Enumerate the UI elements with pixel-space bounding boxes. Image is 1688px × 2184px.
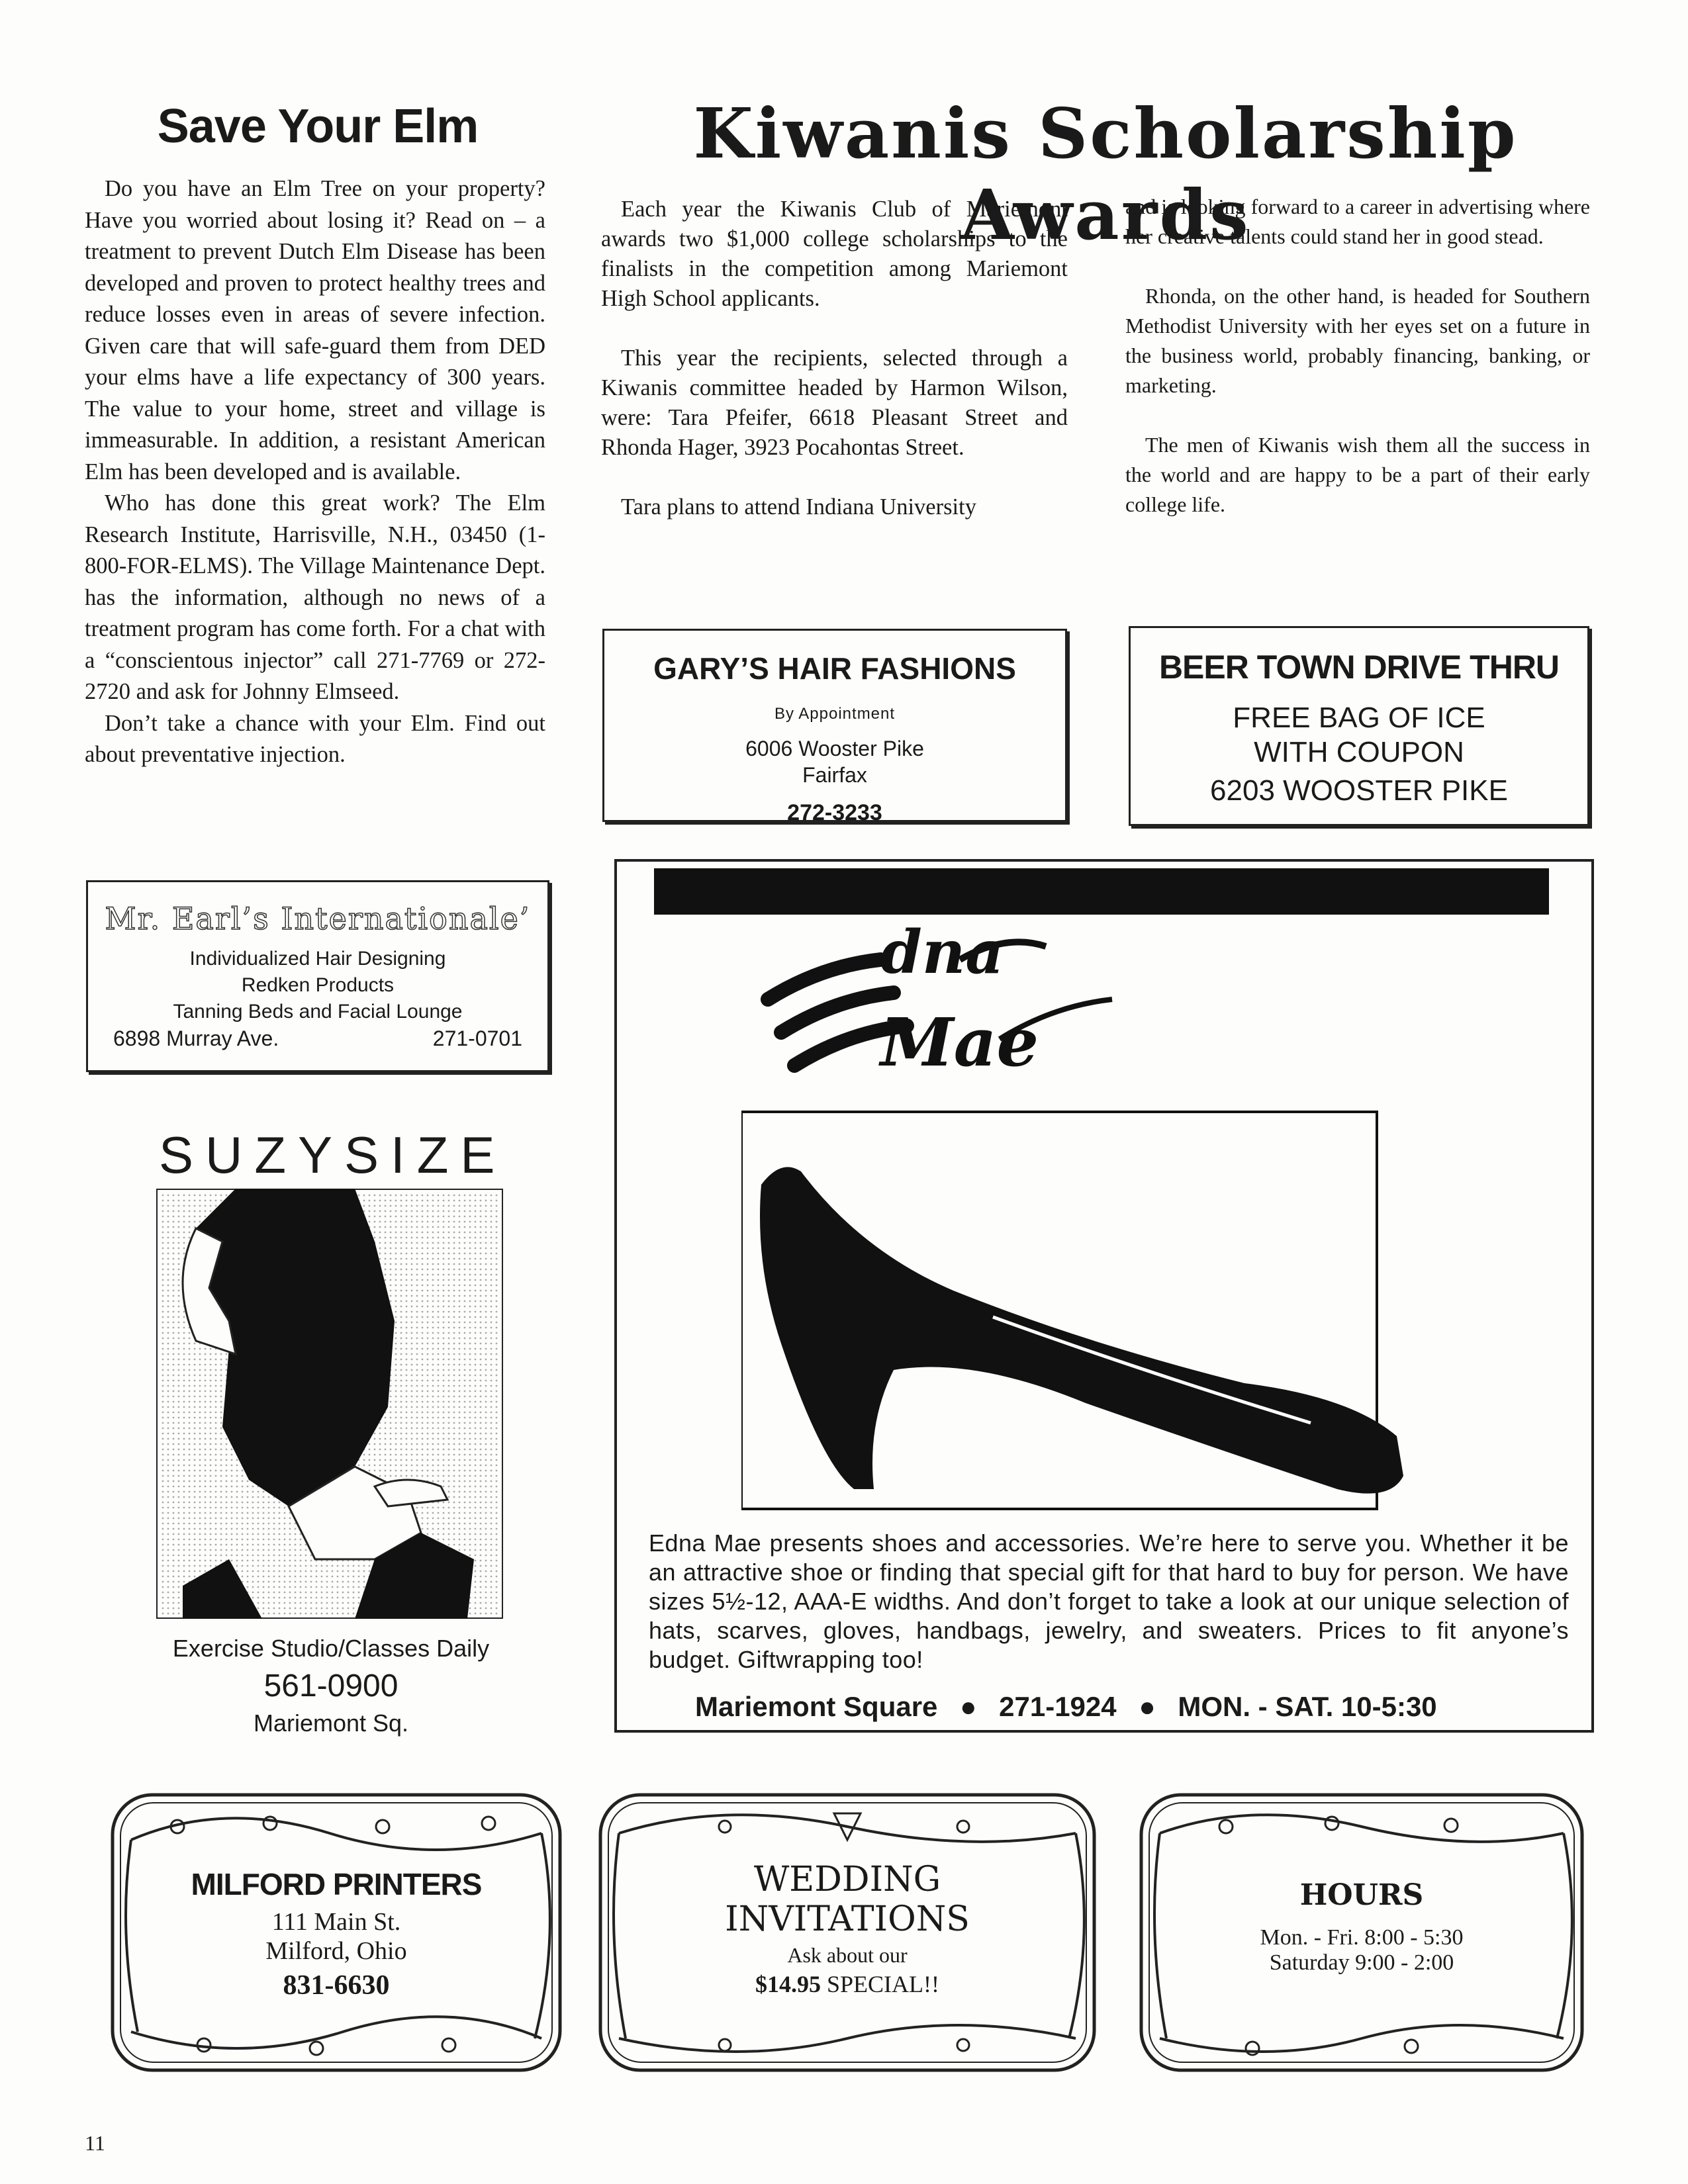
ad-address-line: 6006 Wooster Pike <box>745 737 924 760</box>
kiwanis-column-2 <box>1125 192 1590 549</box>
kiwanis-paragraph: Tara plans to attend Indiana University <box>621 494 976 520</box>
elm-paragraph: Do you have an Elm Tree on your property? Have you worried about losing it? Read on – a treatment to prevent Dutch Elm Disease has been developed and proven to protect healthy trees and reduce losses even in areas of severe infection. Given care that will safe-guard them from DED your elms have a life expectancy of 300 years. The value to your home, street and village is immeasurable. In addition, a resistant American Elm has been developed and is available. <box>85 176 545 484</box>
edna-mae-banner-bar <box>654 868 1549 915</box>
suzysize-illustration <box>156 1189 503 1619</box>
elm-paragraph: Who has done this great work? The Elm Research Institute, Harrisville, N.H., 03450 (1-800-FOR-ELMS). The Village Maintenance Dept. has the information, although no news of a treatment program has come forth. For a chat with a “conscientous injector” call 271-7769 or 272-2720 and ask for Johnny Elmseed. <box>85 490 545 704</box>
svg-text:Mae: Mae <box>880 1003 1039 1081</box>
suzysize-logo-text: SUZYSIZE <box>159 1126 507 1184</box>
ad-address-line: Fairfax <box>802 763 867 787</box>
ad-phone: 271-0701 <box>432 1026 522 1050</box>
ad-price: $14.95 <box>755 1971 821 1997</box>
edna-mae-logo-and-shoe <box>741 920 1470 1516</box>
ad-line: Individualized Hair Designing <box>189 948 446 970</box>
kiwanis-paragraph: and is looking forward to a career in advertising where her creative talents could stand her in good stead. <box>1125 195 1590 248</box>
ad-title: INVITATIONS <box>725 1899 970 1939</box>
ad-line: Exercise Studio/Classes Daily <box>172 1635 490 1662</box>
ad-title: MILFORD PRINTERS <box>191 1867 482 1901</box>
ad-address-line: Milford, Ohio <box>265 1937 407 1965</box>
kiwanis-paragraph: The men of Kiwanis wish them all the success in the world and are happy to be a part of their early college life. <box>1125 433 1590 516</box>
kiwanis-column-1 <box>601 195 1068 552</box>
ad-title: Mr. Earl’s Internationale’ <box>105 901 531 936</box>
hours-ad <box>1199 1878 1524 1976</box>
ad-line: Ask about our <box>787 1943 908 1967</box>
ad-line: Redken Products <box>241 974 395 996</box>
edna-logo-text: dna <box>880 920 1004 987</box>
milford-printers-ad <box>171 1866 502 2001</box>
ad-line: WITH COUPON <box>1254 736 1464 768</box>
ad-location: Mariemont Sq. <box>253 1709 409 1737</box>
ad-hours: MON. - SAT. 10-5:30 <box>1178 1691 1437 1722</box>
bullet-icon: ● <box>960 1691 977 1722</box>
bullet-icon: ● <box>1139 1691 1156 1722</box>
edna-mae-footer <box>695 1691 1556 1723</box>
ad-title: HOURS <box>1299 1878 1424 1912</box>
kiwanis-article-title: Kiwanis Scholarship Awards <box>693 93 1518 255</box>
ad-subtitle: By Appointment <box>774 705 896 723</box>
kiwanis-paragraph: This year the recipients, selected through a Kiwanis committee headed by Harmon Wilson, were: Tara Pfeifer, 6618 Pleasant Street and Rhonda Hager, 3923 Pocahontas Street. <box>601 345 1068 460</box>
edna-mae-copy: Edna Mae presents shoes and accessories. We’re here to serve you. Whether it be an attractive shoe or finding that special gift for that hard to buy for person. We have sizes 5½-12, AAA-E widths. And don’t forget to take a look at our unique selection of hats, scarves, gloves, handbags, jewelry, and sweaters. Prices to fit anyone’s budget. Giftwrapping too! <box>649 1529 1569 1673</box>
ad-phone: 272-3233 <box>787 800 882 825</box>
gary-hair-fashions-ad <box>602 629 1067 825</box>
ad-location: Mariemont Square <box>695 1691 938 1722</box>
ad-title: GARY’S HAIR FASHIONS <box>653 651 1016 686</box>
wedding-invitations-ad <box>682 1860 1013 1998</box>
ad-phone: 561-0900 <box>263 1668 399 1704</box>
elm-paragraph: Don’t take a chance with your Elm. Find out about preventative injection. <box>85 710 545 767</box>
kiwanis-paragraph: Rhonda, on the other hand, is headed for Southern Methodist University with her eyes set on a future in the business world, probably financing, banking, or marketing. <box>1125 284 1590 397</box>
ad-address-line: 111 Main St. <box>271 1908 401 1936</box>
kiwanis-paragraph: Each year the Kiwanis Club of Mariemont awards two $1,000 college scholarships to the finalists in the competition among Mariemont High School applicants. <box>601 197 1068 311</box>
ad-contact-row <box>88 1026 547 1051</box>
suzysize-ad-text <box>132 1635 530 1737</box>
elm-article-body <box>85 173 545 771</box>
ad-phone: 271-1924 <box>999 1691 1117 1722</box>
ad-address: 6898 Murray Ave. <box>113 1026 279 1050</box>
ad-line: Saturday 9:00 - 2:00 <box>1269 1950 1454 1975</box>
ad-address: 6203 WOOSTER PIKE <box>1210 774 1508 807</box>
ad-title: WEDDING <box>753 1860 941 1899</box>
beer-town-ad <box>1129 626 1589 826</box>
ad-line: FREE BAG OF ICE <box>1233 702 1485 734</box>
ad-special <box>682 1970 1013 1998</box>
ad-phone: 831-6630 <box>283 1970 390 2001</box>
ad-line: Mon. - Fri. 8:00 - 5:30 <box>1260 1925 1464 1950</box>
mr-earls-ad <box>86 880 549 1072</box>
page-number: 11 <box>85 2131 105 2155</box>
ad-special-label: SPECIAL!! <box>827 1971 939 1997</box>
elm-article-title: Save Your Elm <box>157 100 479 153</box>
ad-line: Tanning Beds and Facial Lounge <box>173 1001 463 1023</box>
ad-title: BEER TOWN DRIVE THRU <box>1158 649 1560 686</box>
